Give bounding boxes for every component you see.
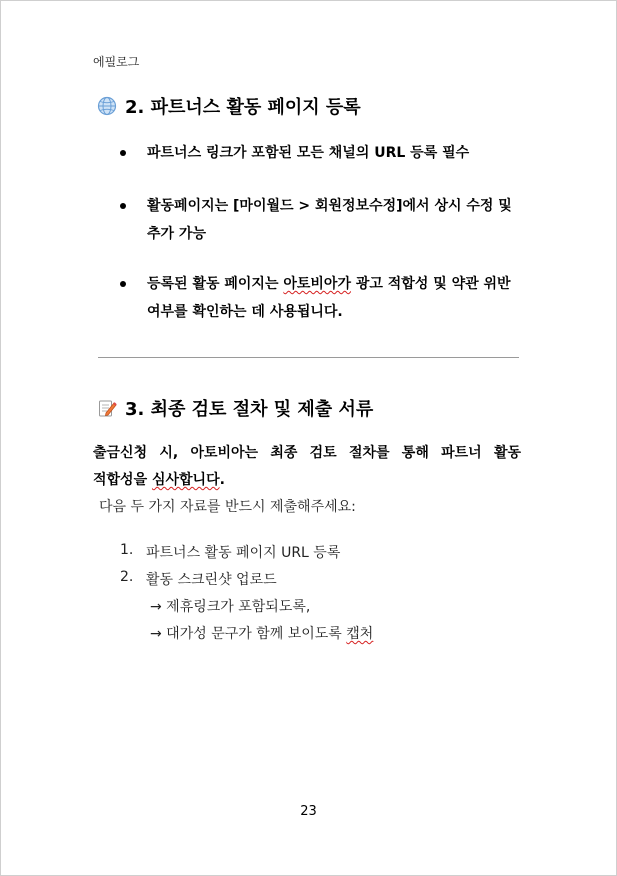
bullet-text-line-2: 여부를 확인하는 데 사용됩니다. bbox=[147, 304, 343, 320]
globe-icon bbox=[97, 96, 117, 116]
arrow-note bbox=[150, 623, 373, 643]
bullet-text: 파트너스 링크가 포함된 모든 채널의 URL 등록 필수 bbox=[147, 145, 470, 161]
review-paragraph bbox=[93, 440, 521, 494]
bullet-text-post: 광고 적합성 및 약관 위반 bbox=[350, 276, 511, 292]
section-2-bullet-list bbox=[120, 270, 525, 326]
bullet-text-pre: 등록된 활동 페이지는 bbox=[147, 276, 284, 292]
bullet-dot bbox=[120, 150, 126, 156]
bullet-text-line-1: 활동페이지는 [마이월드 > 회원정보수정]에서 상시 수정 및 bbox=[147, 198, 512, 214]
bullet-dot bbox=[120, 203, 126, 209]
section-divider bbox=[98, 357, 519, 358]
section-3-heading bbox=[97, 395, 373, 421]
spellcheck-word: 심사합니다 bbox=[151, 472, 220, 488]
page-number: 23 bbox=[300, 804, 317, 819]
spellcheck-word: 아토비아가 bbox=[283, 276, 351, 292]
section-2-bullet-list bbox=[120, 139, 525, 167]
bullet-item bbox=[120, 270, 525, 326]
item-text: 활동 스크린샷 업로드 bbox=[146, 572, 277, 588]
review-paragraph-post: . bbox=[219, 472, 225, 488]
section-3-title: 3. 최종 검토 절차 및 제출 서류 bbox=[125, 399, 374, 420]
arrow-note: → 제휴링크가 포함되도록, bbox=[150, 599, 311, 615]
bullet-item bbox=[120, 139, 525, 167]
section-2-heading bbox=[97, 93, 361, 119]
bullet-item bbox=[120, 192, 525, 248]
item-number: 2. bbox=[120, 569, 134, 585]
arrow-note-pre: → 대가성 문구가 함께 보이도록 bbox=[150, 626, 347, 642]
numbered-item bbox=[120, 542, 340, 562]
review-paragraph-line-2 bbox=[93, 467, 521, 494]
item-number: 1. bbox=[120, 542, 134, 558]
bullet-dot bbox=[120, 281, 126, 287]
section-2-bullet-list bbox=[120, 192, 525, 248]
bullet-text-line-2: 추가 가능 bbox=[147, 226, 206, 242]
review-paragraph-line-1: 출금신청 시, 아토비아는 최종 검토 절차를 통해 파트너 활동 bbox=[93, 445, 521, 461]
spellcheck-word: 캡처 bbox=[346, 626, 374, 642]
section-2-title: 2. 파트너스 활동 페이지 등록 bbox=[125, 97, 361, 118]
running-header: 에필로그 bbox=[93, 55, 140, 69]
memo-icon bbox=[97, 398, 117, 418]
review-paragraph-pre: 적합성을 bbox=[93, 472, 152, 488]
numbered-item bbox=[120, 569, 277, 589]
item-text: 파트너스 활동 페이지 URL 등록 bbox=[146, 545, 341, 561]
instruction-text: 다음 두 가지 자료를 반드시 제출해주세요: bbox=[99, 499, 356, 515]
